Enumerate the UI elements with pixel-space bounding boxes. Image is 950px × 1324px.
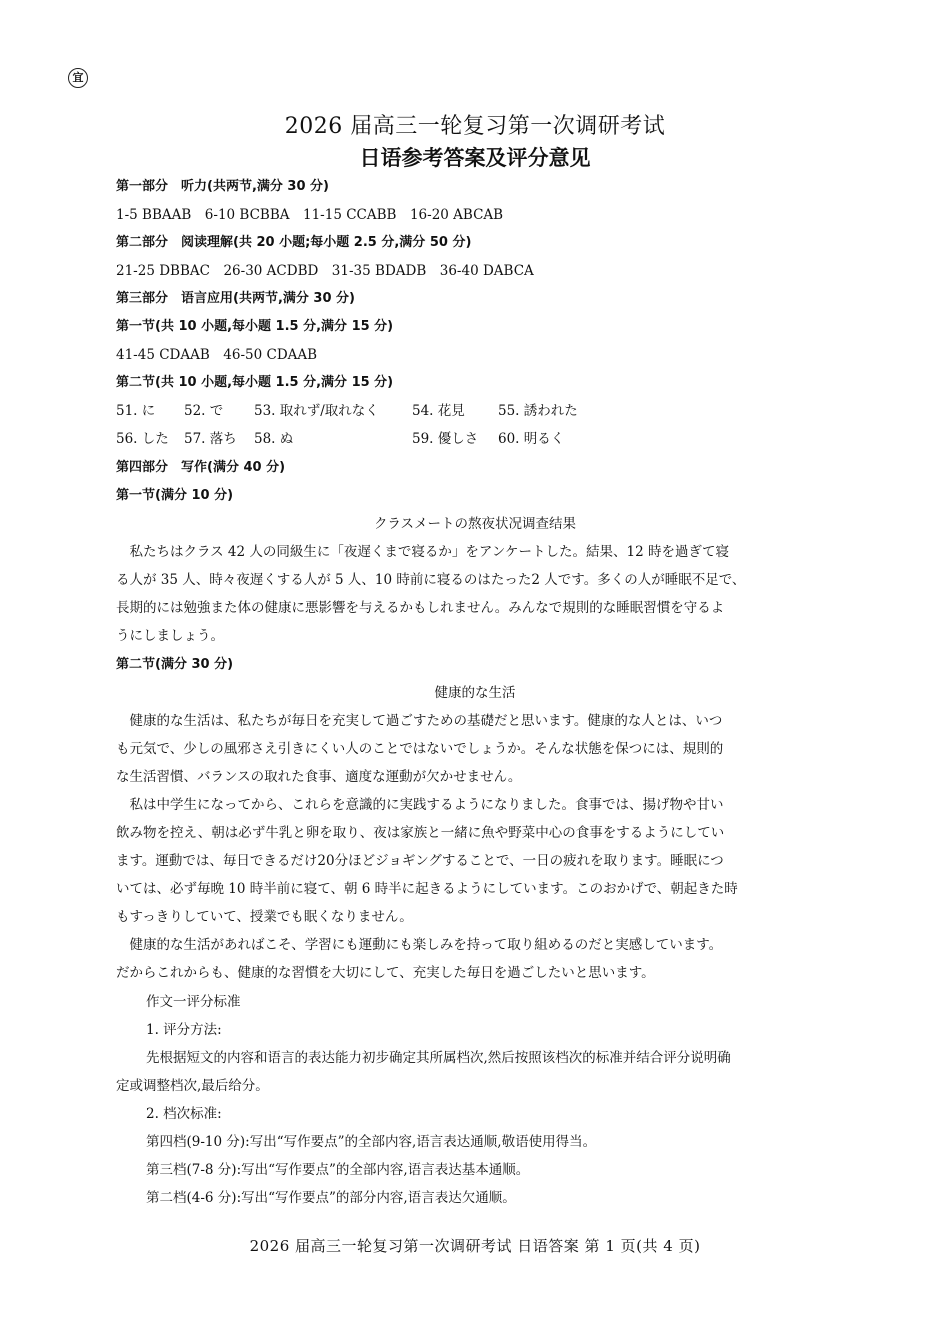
essay2-line: 私は中学生になってから、これらを意識的に実践するようになりました。食事では、揚げ物や甘い <box>116 797 724 813</box>
essay2-line: も元気で、少しの風邪さえ引きにくい人のことではないでしょうか。そんな状態を保つには、規則的 <box>116 741 724 757</box>
answer-56: 56. した <box>116 431 169 447</box>
essay2-title: 健康的な生活 <box>434 685 516 701</box>
essay2-line: もすっきりしていて、授業でも眠くなりません。 <box>116 909 413 925</box>
essay1-title: クラスメートの熬夜状况调查结果 <box>373 516 577 532</box>
scoring-levels-heading: 2. 档次标准: <box>146 1106 222 1122</box>
part4-section1-heading: 第一节(满分 10 分) <box>116 488 234 503</box>
answer-60: 60. 明るく <box>498 431 565 447</box>
answer-54: 54. 花見 <box>412 403 465 419</box>
exam-title: 2026 届高三一轮复习第一次调研考试 <box>284 114 666 139</box>
scoring-level-3: 第三档(7-8 分):写出“写作要点”的全部内容,语言表达基本通顺。 <box>146 1162 530 1178</box>
part3-section1-heading: 第一节(共 10 小题,每小题 1.5 分,满分 15 分) <box>116 319 394 334</box>
answer-55: 55. 誘われた <box>498 403 578 419</box>
part2-answers: 21-25 DBBAC 26-30 ACDBD 31-35 BDADB 36-40 DABCA <box>116 263 534 279</box>
answer-57: 57. 落ち <box>184 431 237 447</box>
essay2-line: 健康的な生活は、私たちが毎日を充実して過ごすための基礎だと思います。健康的な人とは、いつ <box>116 713 723 729</box>
essay1-line: うにしましょう。 <box>116 628 224 644</box>
answer-59: 59. 優しさ <box>412 431 479 447</box>
page-footer: 2026 届高三一轮复习第一次调研考试 日语答案 第 1 页(共 4 页) <box>249 1237 701 1255</box>
part3-heading: 第三部分 语言应用(共两节,满分 30 分) <box>116 291 355 306</box>
part4-section2-heading: 第二节(满分 30 分) <box>116 657 234 672</box>
essay2-line: だからこれからも、健康的な習慣を大切にして、充実した毎日を過ごしたいと思います。 <box>116 965 655 981</box>
document-subtitle: 日语参考答案及评分意见 <box>359 146 591 170</box>
essay2-line: いては、必ず毎晩 10 時半前に寝て、朝 6 時半に起きるようにしています。このおかげで、朝起きた時 <box>116 881 738 897</box>
answer-51: 51. に <box>116 403 156 419</box>
part2-heading: 第二部分 阅读理解(共 20 小题;每小题 2.5 分,满分 50 分) <box>116 235 472 250</box>
scoring-method-heading: 1. 评分方法: <box>146 1022 222 1038</box>
essay1-line: る人が 35 人、時々夜遅くする人が 5 人、10 時前に寝るのはたった2 人です。多くの人が睡眠不足で、 <box>116 572 746 588</box>
part3-section1-answers: 41-45 CDAAB 46-50 CDAAB <box>116 347 318 363</box>
scoring-level-2: 第二档(4-6 分):写出“写作要点”的部分内容,语言表达欠通顺。 <box>146 1190 516 1206</box>
essay2-line: 健康的な生活があればこそ、学習にも運動にも楽しみを持って取り組めるのだと実感しています。 <box>116 937 723 953</box>
essay2-line: ます。運動では、毎日できるだけ20分ほどジョギングすることで、一日の疲れを取ります。睡眠につ <box>116 853 724 869</box>
scoring-method-line: 定或调整档次,最后给分。 <box>116 1078 269 1094</box>
part4-heading: 第四部分 写作(满分 40 分) <box>116 460 286 475</box>
answer-52: 52. で <box>184 403 224 419</box>
part1-heading: 第一部分 听力(共两节,满分 30 分) <box>116 179 329 194</box>
scoring-level-4: 第四档(9-10 分):写出“写作要点”的全部内容,语言表达通顺,敬语使用得当。 <box>146 1134 597 1150</box>
scoring-method-line: 先根据短文的内容和语言的表达能力初步确定其所属档次,然后按照该档次的标准并结合评分说明确 <box>146 1050 731 1066</box>
essay2-line: な生活習慣、バランスの取れた食事、適度な運動が欠かせません。 <box>116 769 522 785</box>
essay1-line: 長期的には勉強また体の健康に悪影響を与えるかもしれません。みんなで規則的な睡眠習慣を守るよ <box>116 600 725 616</box>
part1-answers: 1-5 BBAAB 6-10 BCBBA 11-15 CCABB 16-20 ABCAB <box>116 207 504 223</box>
part3-section2-heading: 第二节(共 10 小题,每小题 1.5 分,满分 15 分) <box>116 375 394 390</box>
scoring-heading: 作文一评分标准 <box>146 994 241 1010</box>
seal-mark: 宜 <box>68 68 88 88</box>
essay2-line: 飲み物を控え、朝は必ず牛乳と卵を取り、夜は家族と一緒に魚や野菜中心の食事をするようにしてい <box>116 825 725 841</box>
answer-53: 53. 取れず/取れなく <box>254 403 379 419</box>
answer-58: 58. ぬ <box>254 431 294 447</box>
essay1-line: 私たちはクラス 42 人の同級生に「夜遅くまで寝るか」をアンケートした。結果、12 時を過ぎて寝 <box>116 544 730 560</box>
